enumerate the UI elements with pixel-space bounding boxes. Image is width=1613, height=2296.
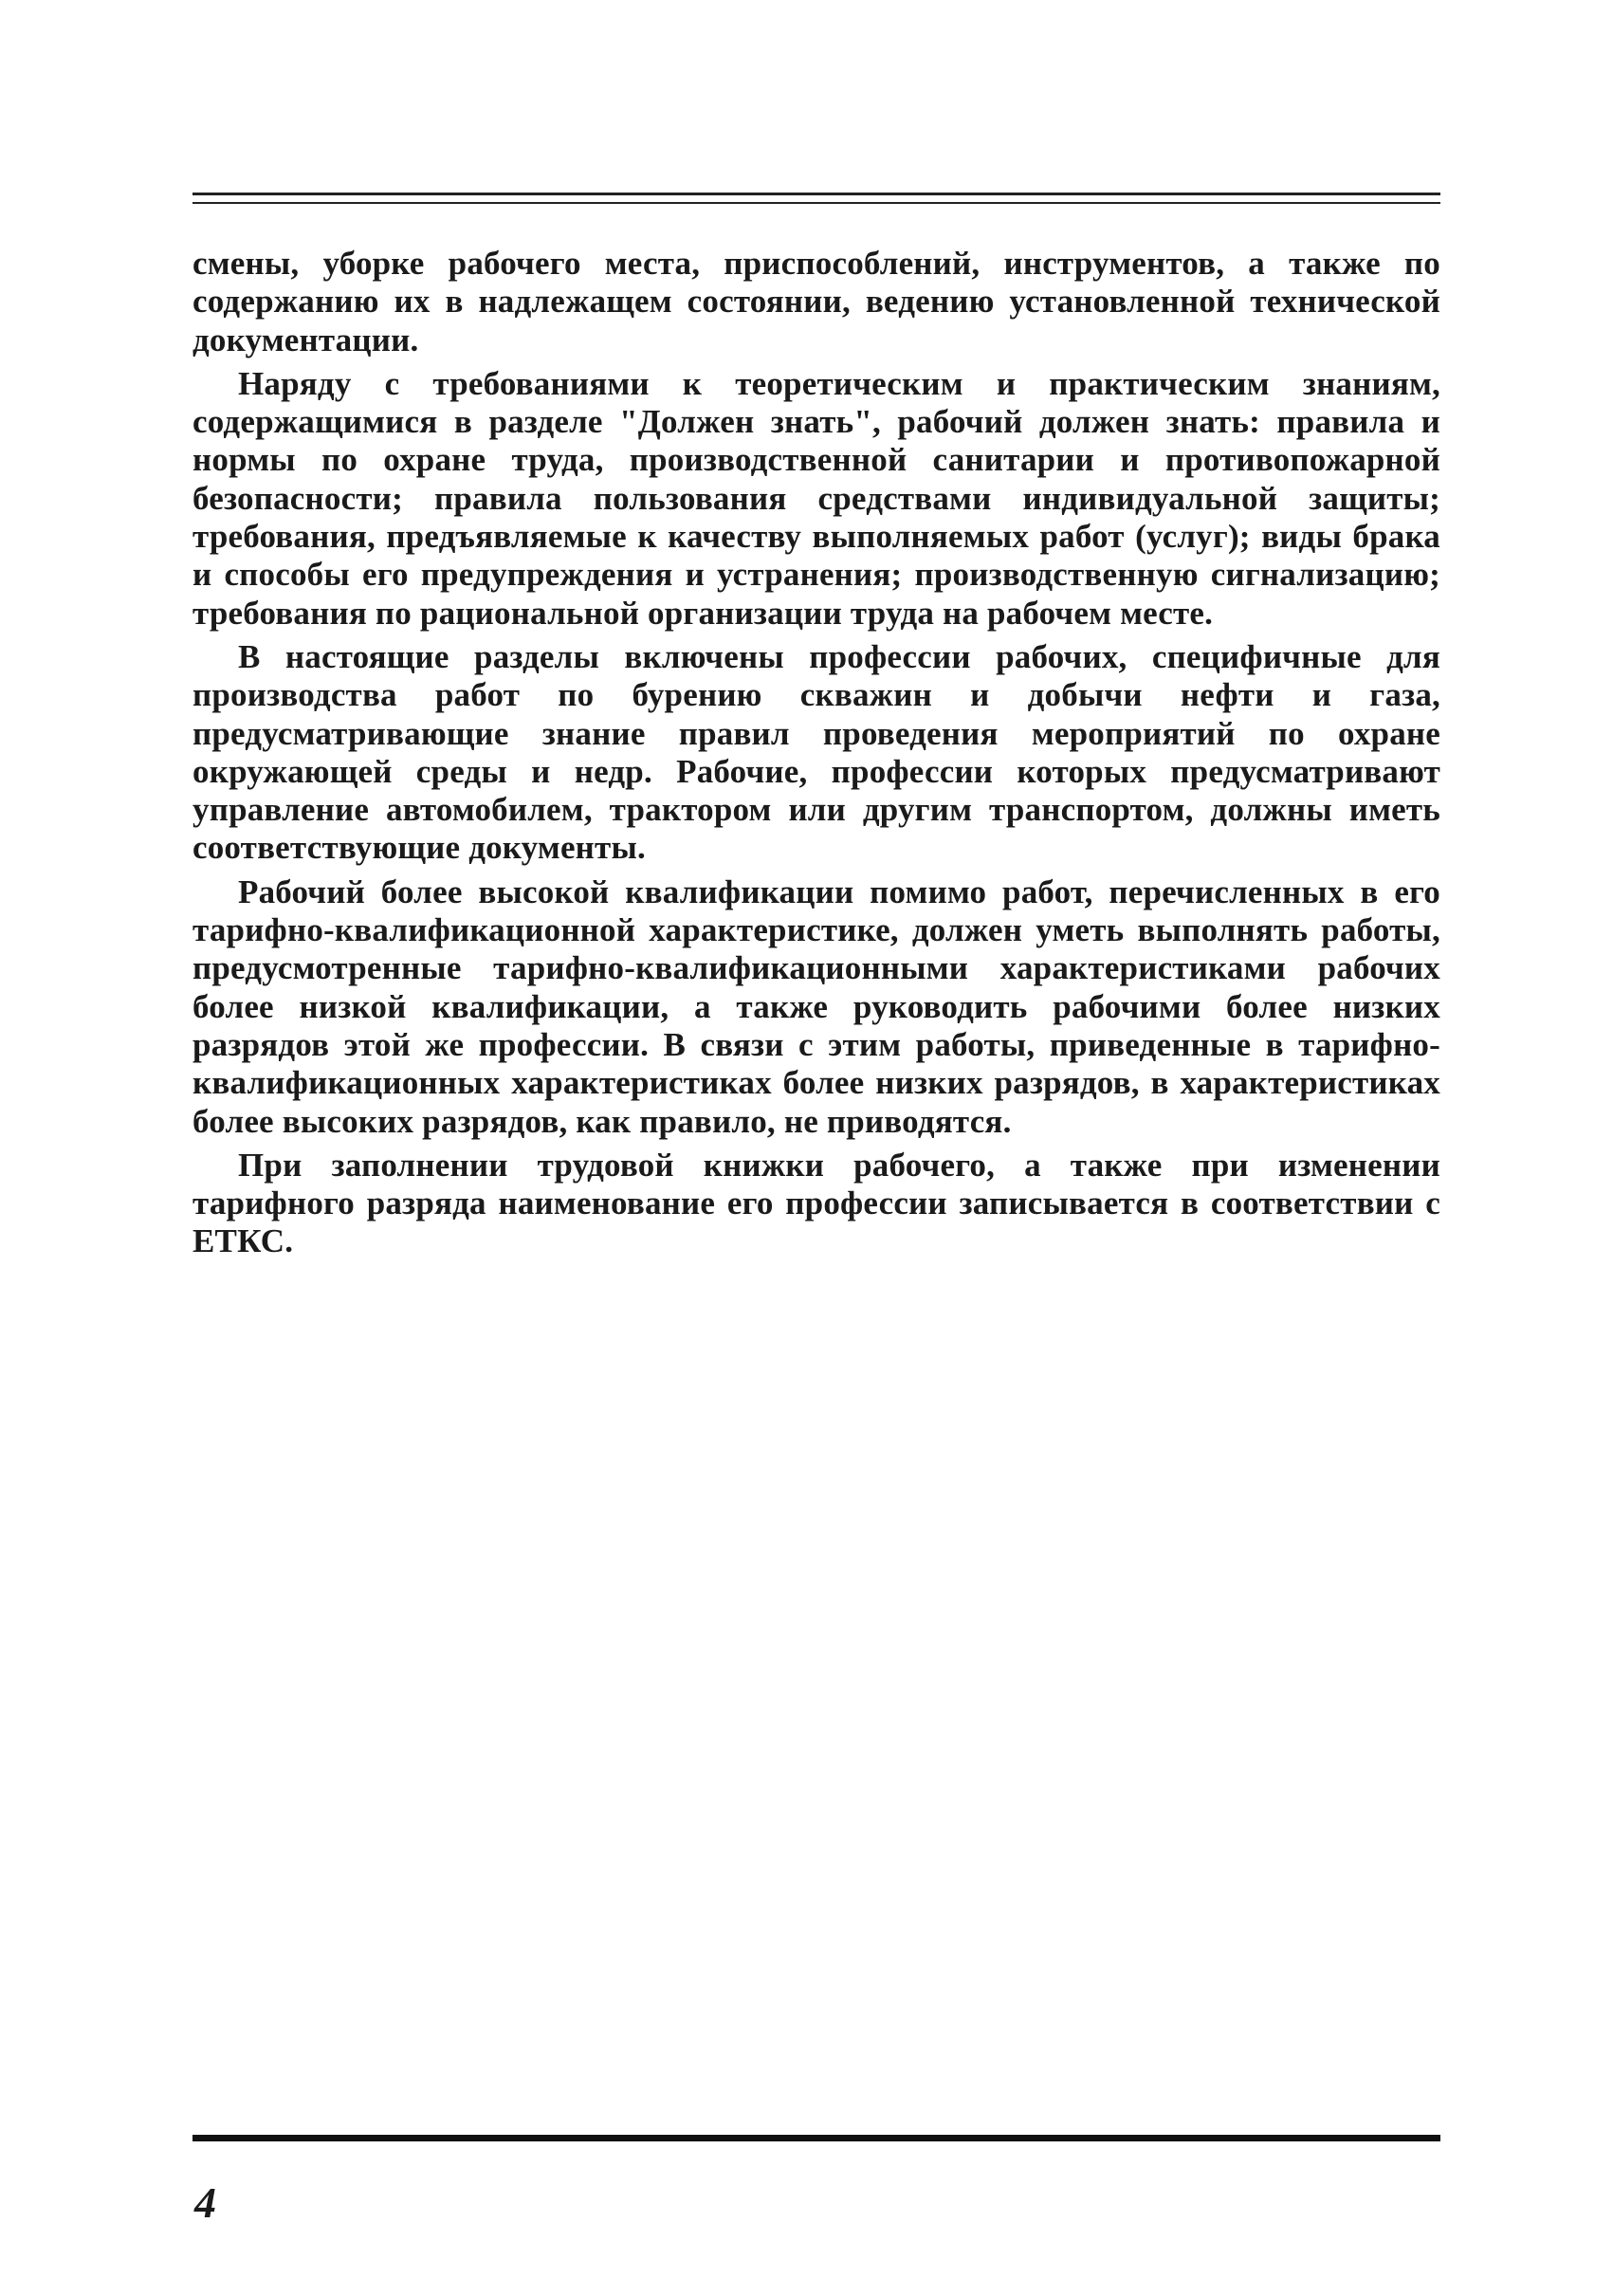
paragraph-4: Рабочий более высокой квалификации помимо работ, перечисленных в его тарифно-квалификационной характеристике, должен уметь выполнять работы, предусмотренные тарифно-квалификационными характеристиками рабочих более низкой квалификации, а также руководить рабочими более низких разрядов этой же профессии. В связи с этим работы, приведенные в тарифно-квалификационных характеристиках более низких разрядов, в характеристиках более высоких разрядов, как правило, не приводятся.	[192, 872, 1440, 1140]
top-rule	[192, 193, 1440, 195]
bottom-rule	[192, 2135, 1440, 2141]
top-rule-secondary	[192, 202, 1440, 204]
paragraph-5: При заполнении трудовой книжки рабочего, а также при изменении тарифного разряда наименование его профессии записывается в соответствии с ЕТКС.	[192, 1146, 1440, 1260]
paragraph-3: В настоящие разделы включены профессии рабочих, специфичные для производства работ по бурению скважин и добычи нефти и газа, предусматривающие знание правил проведения мероприятий по охране окружающей среды и недр. Рабочие, профессии которых предусматривают управление автомобилем, трактором или другим транспортом, должны иметь соответствующие документы.	[192, 637, 1440, 867]
body-text	[192, 245, 1440, 1267]
paragraph-1: смены, уборке рабочего места, приспособлений, инструментов, а также по содержанию их в надлежащем состоянии, ведению установленной технической документации.	[192, 245, 1440, 358]
page-number: 4	[194, 2178, 216, 2227]
paragraph-2: Наряду с требованиями к теоретическим и практическим знаниям, содержащимися в разделе "Должен знать", рабочий должен знать: правила и нормы по охране труда, производственной санитарии и противопожарной безопасности; правила пользования средствами индивидуальной защиты; требования, предъявляемые к качеству выполняемых работ (услуг); виды брака и способы его предупреждения и устранения; производственную сигнализацию; требования по рациональной организации труда на рабочем месте.	[192, 364, 1440, 632]
